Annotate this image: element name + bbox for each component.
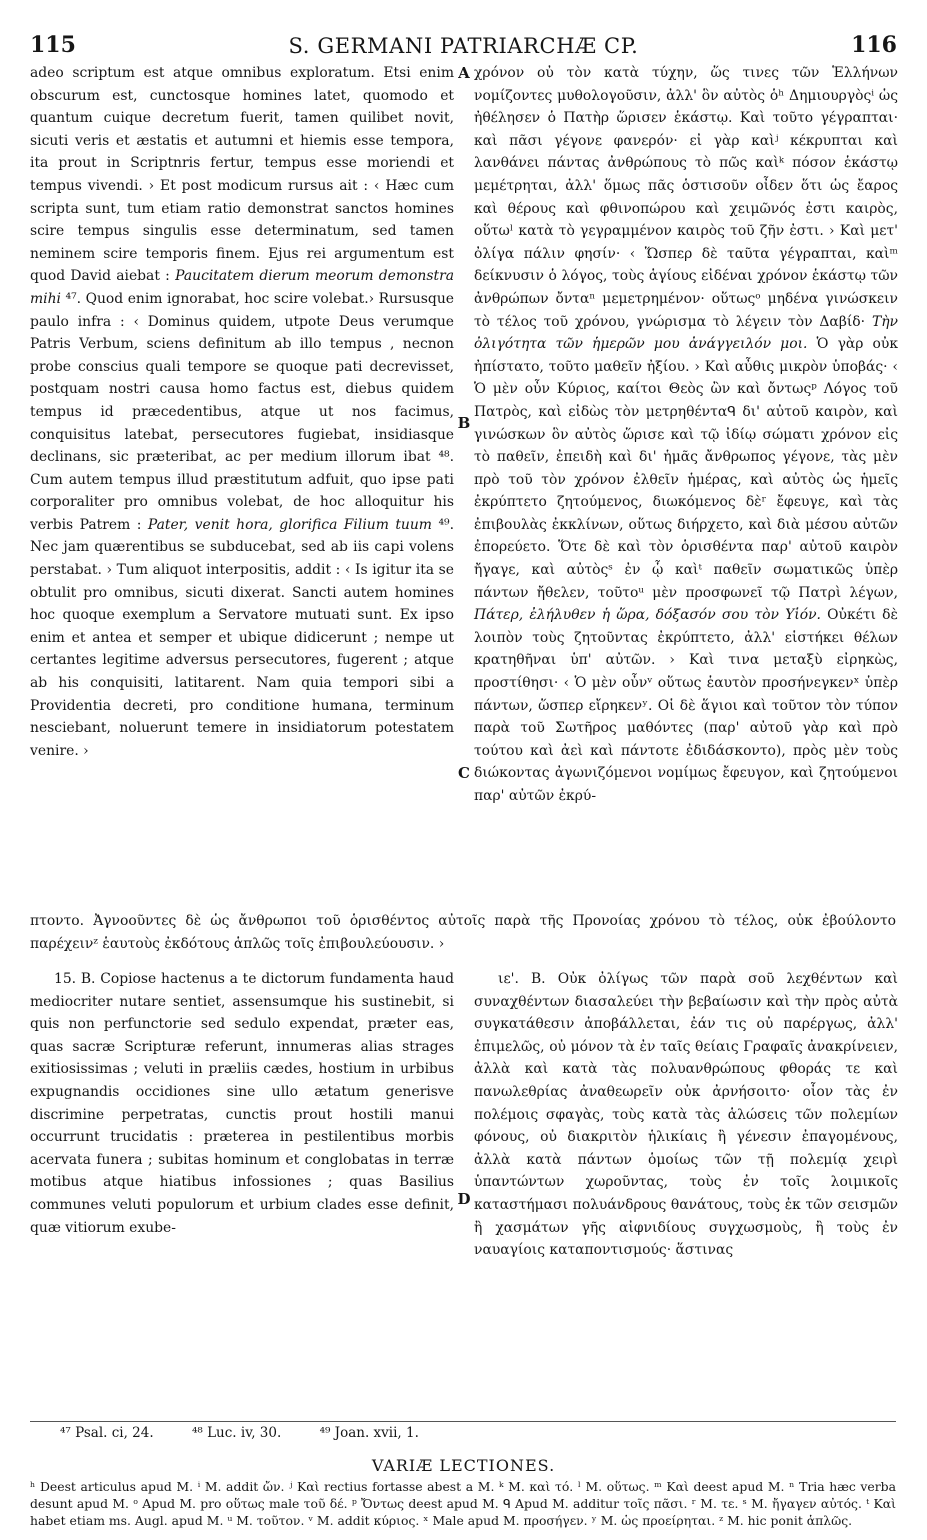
scripture-footnotes bbox=[60, 1423, 453, 1443]
variae-lectiones-title: VARIÆ LECTIONES. bbox=[371, 1456, 556, 1475]
latin-paragraph-1 bbox=[30, 62, 454, 762]
greek-text-c: Οὐκέτι δὲ λοιπὸν τοὺς ζητοῦντας ἐκρύπτετο, ἀλλ' εἱστήκει θέλων κρατηθῆναι ὑπ' αὐτῶν. › Καὶ τινα μεταξὺ εἰρηκὼς, προστίθησι· ‹ Ὁ μὲν οὖνᵛ οὕτως ἑαυτὸν προσήνεγκενˣ ὑπὲρ πάντων, ὥσπερ εἴρηκενʸ. Οἱ δὲ ἅγιοι καὶ τοῦτον τὸν τύπον παρὰ τοῦ Σωτῆρος μαθόντες (παρ' αὐτοῦ γὰρ καὶ πρὸ τούτου καὶ ἀεὶ καὶ πάντοτε ἐδιδάσκοντο), πρὸς μὲν τοὺς διώκοντας ἀγωνιζόμενοι νομίμως ἔφευγον, καὶ ζητούμενοι παρ' αὐτῶν ἐκρύ- bbox=[474, 607, 898, 804]
latin-column-top bbox=[30, 62, 454, 762]
latin-column-bottom bbox=[30, 968, 454, 1239]
greek-text-b: Ὁ γὰρ οὐκ ἠπίστατο, τοῦτο μαθεῖν ἠξίου. › Καὶ αὖθις μικρὸν ὑποβάς· ‹ Ὁ μὲν οὖν Κύριος, καίτοι Θεὸς ὢν καὶ ὄντωςᵖ Λόγος τοῦ Πατρὸς, καὶ εἰδὼς τὸν μετρηθένταᑫ δι' αὐτοῦ καιρὸν, καὶ γινώσκων ὃν αὐτὸς ὥρισε καὶ τῷ ἰδίῳ σώματι χρόνον εἰς τὸ παθεῖν, ἐπειδὴ καὶ δι' ἡμᾶς ἄνθρωπος γέγονε, τὰς μὲν πρὸ τοῦ τὸν χρόνον ἐλθεῖν ἡμέρας, καὶ αὐτὸς ὡς ἡμεῖς ἐκρύπτετο ζητούμενος, διωκόμενος δὲʳ ἔφευγε, καὶ τὰς ἐπιβουλὰς ἐκκλίνων, οὕτως διήρχετο, καὶ διὰ μέσου αὐτῶν ἐπορεύετο. Ὅτε δὲ καὶ τὸν ὁρισθέντα παρ' αὐτοῦ καιρὸν ἤγαγε, καὶ αὐτὸςˢ ἐν ᾧ καὶᵗ παθεῖν σωματικῶς ὑπὲρ πάντων ἤθελεν, τοῦτοᵘ μὲν προσφωνεῖ τῷ Πατρὶ λέγων, bbox=[474, 336, 899, 601]
latin-text-a: adeo scriptum est atque omnibus exploratum. Etsi enim obscurum est, cunctosque homines latet, quomodo et quantum cuique decretum fuerit, tamen quilibet novit, sicuti veris et æstatis et autumni et hiemis esse tempora, ita prout in Scriptnris fertur, tempus esse moriendi et tempus vivendi. › Et post modicum rursus ait : ‹ Hæc cum scripta sunt, tum etiam ratio demonstrat sanctos homines scire tempus singulis esse determinatum, sed tamen neminem scire temporis finem. Ejus rei argumentum est quod David aiebat : bbox=[30, 65, 454, 285]
latin-text-c: ⁴⁹. Nec jam quærentibus se subducebat, sed ab iis capi volens perstabat. › Tum aliquot interpositis, addit : ‹ Is igitur ita se obtulit pro omnibus, sicuti dixerat. Sancti autem homines hoc quoque exemplum a Servatore mutuati sunt. Ex ipso enim et antea et semper et ubique didicerunt ; nempe ut certantes legitime adversus persecutores, fugerent ; atque ab his conquisiti, latitarent. Nam quia tempori sibi a Providentia decreti, pro conditione humana, terminum nesciebant, noluerunt temere in insidiatorum potestatem venire. › bbox=[30, 516, 455, 759]
footnote-47: ⁴⁷ Psal. ci, 24. bbox=[60, 1425, 154, 1441]
latin-quote-john: Pater, venit hora, glorifica Filium tuum bbox=[147, 516, 432, 533]
greek-text-a: χρόνον οὐ τὸν κατὰ τύχην, ὥς τινες τῶν Ἑλλήνων νομίζοντες μυθολογοῦσιν, ἀλλ' ὃν αὐτὸς ὁʰ Δημιουργὸςⁱ ὡς ἠθέλησεν ὁ Πατὴρ ὥρισεν ἑκάστῳ. Καὶ τοῦτο γέγραπται· καὶ πᾶσι γέγονε φανερόν· εἰ γὰρ καὶʲ κέκρυπται καὶ λανθάνει πάντας ἀνθρώπους τὸ πῶς καὶᵏ πόσον ἑκάστῳ μεμέτρηται, ἀλλ' ὅμως πᾶς ὁστισοῦν οἶδεν ὅτι ὡς ἔαρος καὶ θέρους καὶ φθινοπώρου καὶ χειμῶνός ἐστι καιρὸς, οὕτωˡ κατὰ τὸ γεγραμμένον καιρὸς τοῦ ζῆν ἐστι. › Καὶ μετ' ὀλίγα πάλιν φησίν· ‹ Ὥσπερ δὲ ταῦτα γέγραπται, καὶᵐ δείκνυσιν ὁ λόγος, τοὺς ἁγίους εἰδέναι χρόνον ἑκάστῳ τῶν ἀνθρώπων ὄνταⁿ μεμετρημένον· οὕτωςᵒ μηδένα γινώσκειν τὸ τέλος τοῦ χρόνου, γνώρισμα τὸ λέγειν τὸν Δαβίδ· bbox=[474, 65, 898, 330]
greek-paragraph-15: ιε'. Β. Οὐκ ὀλίγως τῶν παρὰ σοῦ λεχθέντων καὶ συναχθέντων διασαλεύει τὴν βεβαίωσιν καὶ τὴν πρὸς αὐτὰ συγκατάθεσιν ἀποβάλλεται, ἐάν τις οὐ παρέργως, ἀλλ' ἐπιμελῶς, οὐ μόνον τὰ ἐν ταῖς θείαις Γραφαῖς ἀνακρίνειεν, ἀλλὰ καὶ κατὰ τὰς πολυανθρώπους φθοράς τε καὶ πανωλεθρίας ἀναθεωρεῖν οὐκ ἀρνήσοιτο· οἷον τὰς ἐν πολέμοις σφαγὰς, τοὺς κατὰ τὰς ἁλώσεις τῶν πολεμίων φόνους, οὐ διακριτὸν ἡλικίαις ἢ γένεσιν ἐπαγομένους, ἀλλὰ κατὰ πάντων ὁμοίως τῶν τῇ πολεμίᾳ χειρὶ ὑπαντώντων χωροῦντας, τοὺς ἐν τοῖς λοιμικοῖς καταστήμασι πολυάνδρους θανάτους, τοὺς ἐκ τῶν σεισμῶν ἢ χασμάτων γῆς αἰφνιδίους συγχωσμοὺς, ἢ τοὺς ἐν ναυαγίοις καταποντισμούς· ἅστινας bbox=[474, 971, 898, 1259]
latin-text-b: ⁴⁷. Quod enim ignorabat, hoc scire volebat.› Rursusque paulo infra : ‹ Dominus quidem, utpote Deus verumque Patris Verbum, sciens definitum ab illo tempus , necnon probe conscius quali tempore se quoque pati decrevisset, postquam nostri causa homo factus est, diebus quidem tempus id præcedentibus, atque ut nos facimus, conquisitus latebat, persecutores fugiebat, insidiasque declinans, sic præteribat, ac per medium illorum ibat ⁴⁸. Cum autem tempus illud præstitutum adfuit, quo ipse pati corporaliter pro omnibus volebat, de hoc alloquitur his verbis Patrem : bbox=[30, 290, 454, 533]
greek-quote-psalm: Τὴν ὀλιγότητα τῶν ἡμερῶν μου ἀνάγγειλόν μοι. bbox=[474, 313, 898, 353]
page-number-right: 116 bbox=[851, 32, 897, 58]
variae-lectiones-text: ʰ Deest articulus apud M. ⁱ M. addit ὤν. ʲ Καὶ rectius fortasse abest a M. ᵏ M. καὶ τό. ˡ M. οὕτως. ᵐ Καὶ deest apud M. ⁿ Tria hæc verba desunt apud M. ᵒ Apud M. pro οὕτως male τοῦ δέ. ᵖ Ὄντως deest apud M. ᑫ Apud M. additur τοῖς πᾶσι. ʳ M. τε. ˢ M. ἤγαγεν αὐτός. ᵗ Καὶ habet etiam ms. Augl. apud M. ᵘ M. τοῦτον. ᵛ M. addit κύριος. ˣ Male apud M. προσήγεν. ʸ M. ὡς προείρηται. ᶻ M. hic ponit ἁπλῶς. bbox=[30, 1479, 896, 1528]
full-width-greek-line: πτοντο. Ἀγνοοῦντες δὲ ὡς ἄνθρωποι τοῦ ὁρισθέντος αὐτοῖς παρὰ τῆς Προνοίας χρόνου τὸ τέλος, οὐκ ἐβούλοντο παρέχεινᶻ ἑαυτοὺς ἐκδότους ἁπλῶς τοῖς ἐπιβουλεύουσιν. › bbox=[30, 913, 896, 952]
latin-quote-psalm: Paucitatem dierum meorum demonstra mihi bbox=[30, 268, 454, 307]
footnote-49: ⁴⁹ Joan. xvii, 1. bbox=[319, 1425, 419, 1441]
page-number-left: 115 bbox=[30, 32, 76, 58]
margin-marker-c: C bbox=[458, 764, 470, 782]
greek-paragraph-1 bbox=[474, 62, 898, 808]
latin-paragraph-15: 15. B. Copiose hactenus a te dictorum fundamenta haud mediocriter nutare sentiet, assensumque his sustinebit, si quis non perfunctorie sed sedulo expendat, præter eas, quas sacræ Scripturæ referunt, innumeras alias strages exitiosissimas ; veluti in præliis cædes, hostium in urbibus expugnandis occidiones sine ullo ætatum generisve discrimine perpetratas, cunctis prout hostili manui occurrunt trucidatis : præterea in pestilentibus morbis acervata funera ; subitas hominum et conglobatas in terræ motibus atque hiatibus infossiones ; quas Basilius communes veluti populorum et urbium clades esse definit, quæ vitiorum exube- bbox=[30, 971, 454, 1236]
footnote-rule bbox=[30, 1421, 896, 1422]
page-header bbox=[30, 28, 897, 62]
greek-column-bottom bbox=[474, 968, 898, 1262]
running-title: S. GERMANI PATRIARCHÆ CP. bbox=[288, 34, 639, 58]
margin-marker-b: B bbox=[457, 414, 471, 432]
greek-column-top bbox=[474, 62, 898, 808]
greek-quote-john: Πάτερ, ἐλήλυθεν ἡ ὥρα, δόξασόν σου τὸν Υἱόν. bbox=[474, 607, 821, 624]
margin-marker-d: D bbox=[457, 1190, 471, 1208]
margin-marker-a: A bbox=[458, 64, 470, 82]
footnote-48: ⁴⁸ Luc. iv, 30. bbox=[191, 1425, 282, 1441]
